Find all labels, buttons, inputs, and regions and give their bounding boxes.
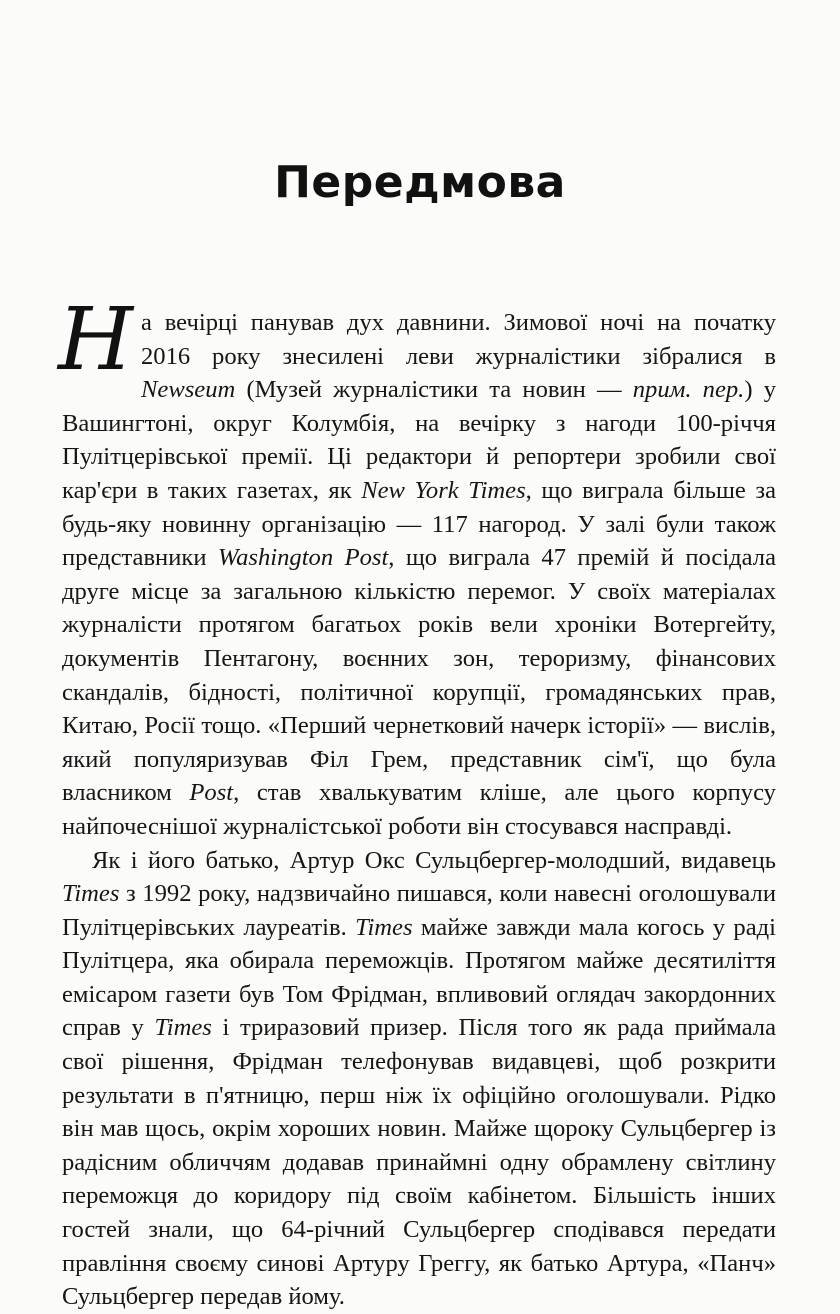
text-segment: Як і його батько, Артур Окс Сульцбергер-молодший, видавець (92, 846, 776, 874)
text-segment: з 1992 року, надзвичайно пишався, коли навесні оголошували Пулітцерівських лауреатів. (62, 880, 776, 941)
drop-cap: Н (58, 290, 133, 390)
text-segment-italic: Times (62, 880, 120, 908)
text-segment-italic: Post (189, 779, 234, 807)
text-segment: ) у Вашингтоні, округ Колумбія, на вечірку з нагоди 100-річчя Пулітцерівської премії. Ці редактори й репортери зробили свої кар'єри в таких газетах, як (62, 376, 776, 504)
paragraph-2 (62, 844, 776, 1314)
text-segment-italic: Newseum (141, 376, 236, 404)
body-text (58, 290, 777, 1314)
text-segment-italic: прим. пер. (632, 376, 745, 404)
text-segment: (Музей журналістики та новин — (235, 376, 633, 404)
text-segment-italic: New York Times (361, 476, 526, 504)
text-segment-italic: Washington Post (217, 544, 389, 572)
text-segment-italic: Times (154, 1014, 212, 1042)
text-segment: , що виграла більше за будь-яку новинну організацію — 117 нагород. У залі були також представники (62, 476, 777, 572)
text-segment: а вечірці панував дух давнини. Зимової ночі на початку 2016 року знесилені леви журналістики зібралися в (141, 309, 776, 370)
text-segment-italic: Times (355, 913, 413, 941)
page-title: Передмова (274, 157, 566, 209)
text-segment: майже завжди мала когось у раді Пулітцера, яка обирала переможців. Протягом майже десятиліття емісаром газети був Том Фрідман, впливовий оглядач закордонних справ у (62, 913, 776, 1042)
text-segment: , що виграла 47 премій й посідала друге місце за загальною кількістю перемог. У своїх матеріалах журналісти протягом багатьох років вели хроніки Вотергейту, документів Пентагону, воєнних зон, тероризму, фінансових скандалів, бідності, політичної корупції, громадянських прав, Китаю, Росії тощо. «Перший чернетковий начерк історії» — вислів, який популяризував Філ Грем, представник сім'ї, що була власником (62, 544, 776, 807)
text-segment: і триразовий призер. Після того як рада приймала свої рішення, Фрідман телефонував видавцеві, щоб розкрити результати в п'ятницю, перш ніж їх офіційно оголошували. Рідко він мав щось, окрім хороших новин. Майже щороку Сульцбергер із радісним обличчям додавав принаймні одну обрамлену світлину переможця до коридору під своїм кабінетом. Більшість інших гостей знали, що 64-річний Сульцбергер сподівався передати правління своєму синові Артуру Греггу, як батько Артура, «Панч» Сульцбергер передав йому. (62, 1014, 776, 1311)
paragraph-1 (58, 290, 777, 844)
text-segment: , став хвалькуватим кліше, але цього корпусу найпочеснішої журналістської роботи він стосувався насправді. (62, 779, 776, 840)
